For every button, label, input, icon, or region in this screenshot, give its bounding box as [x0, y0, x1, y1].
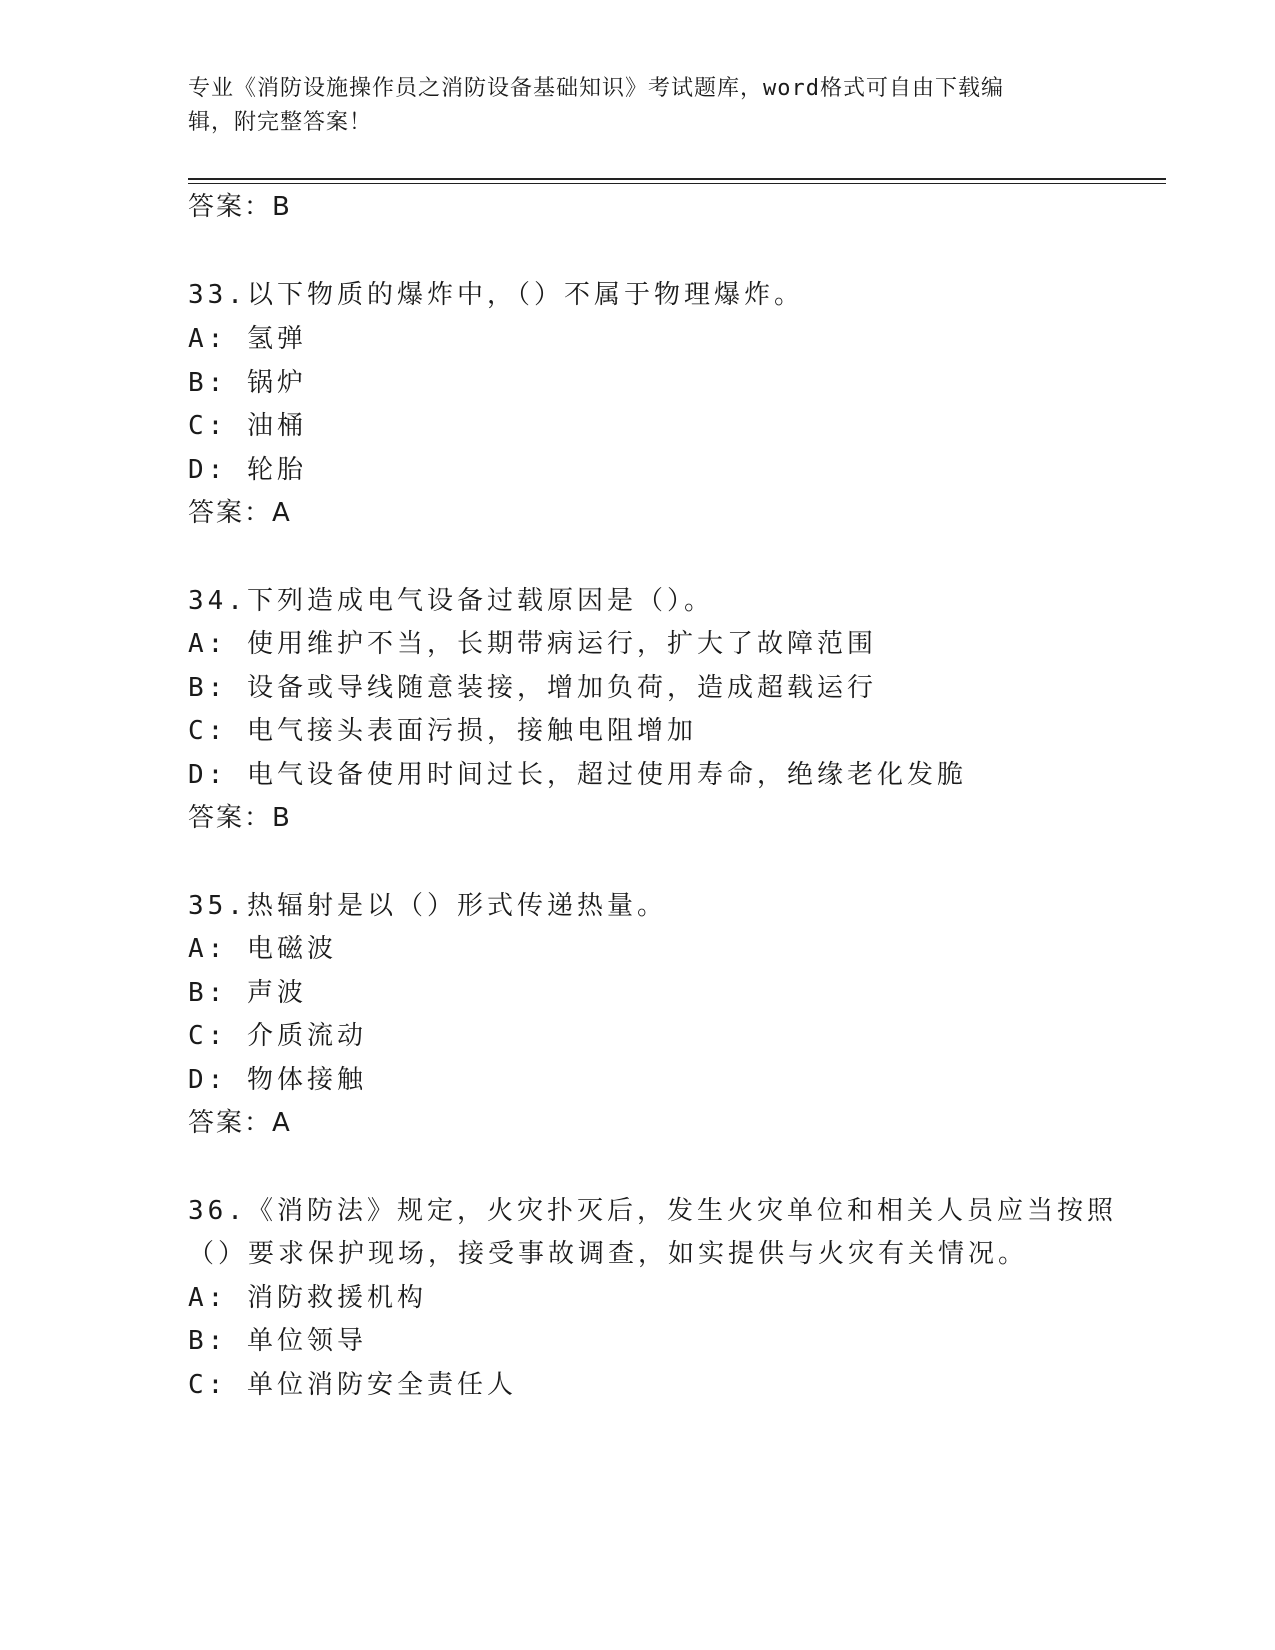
question-35-option-c: C: 介质流动 [188, 1021, 367, 1051]
question-34-answer: 答案：B [188, 803, 292, 833]
question-34-option-b: B: 设备或导线随意装接，增加负荷，造成超载运行 [188, 673, 877, 703]
question-36-stem-line-2: （）要求保护现场，接受事故调查，如实提供与火灾有关情况。 [188, 1239, 1029, 1269]
question-33-option-c: C: 油桶 [188, 411, 307, 441]
document-header [188, 72, 1068, 140]
question-35-option-b: B: 声波 [188, 978, 307, 1008]
header-divider-thick [188, 178, 1166, 180]
question-33-option-a: A: 氢弹 [188, 324, 307, 354]
header-line-2: 辑，附完整答案！ [188, 110, 373, 135]
question-33-option-d: D: 轮胎 [188, 455, 307, 485]
question-33-stem: 33.以下物质的爆炸中，（）不属于物理爆炸。 [188, 280, 804, 310]
question-36-option-c: C: 单位消防安全责任人 [188, 1370, 517, 1400]
question-34-option-d: D: 电气设备使用时间过长，超过使用寿命，绝缘老化发脆 [188, 760, 967, 790]
question-36-stem-line-1: 36.《消防法》规定，火灾扑灭后，发生火灾单位和相关人员应当按照 [188, 1196, 1117, 1226]
question-35-option-a: A: 电磁波 [188, 934, 337, 964]
answer-prev: 答案：B [188, 192, 292, 222]
question-34-option-a: A: 使用维护不当，长期带病运行，扩大了故障范围 [188, 629, 877, 659]
header-line-1: 专业《消防设施操作员之消防设备基础知识》考试题库，word格式可自由下载编 [188, 76, 1004, 101]
question-33-option-b: B: 锅炉 [188, 368, 307, 398]
question-34-option-c: C: 电气接头表面污损，接触电阻增加 [188, 716, 697, 746]
question-35-option-d: D: 物体接触 [188, 1065, 367, 1095]
header-divider-thin [188, 183, 1166, 184]
question-36-option-a: A: 消防救援机构 [188, 1283, 427, 1313]
question-34-stem: 34.下列造成电气设备过载原因是（）。 [188, 586, 714, 616]
question-36-option-b: B: 单位领导 [188, 1326, 367, 1356]
question-35-stem: 35.热辐射是以（）形式传递热量。 [188, 891, 667, 921]
question-33-answer: 答案：A [188, 498, 292, 528]
question-35-answer: 答案：A [188, 1108, 292, 1138]
